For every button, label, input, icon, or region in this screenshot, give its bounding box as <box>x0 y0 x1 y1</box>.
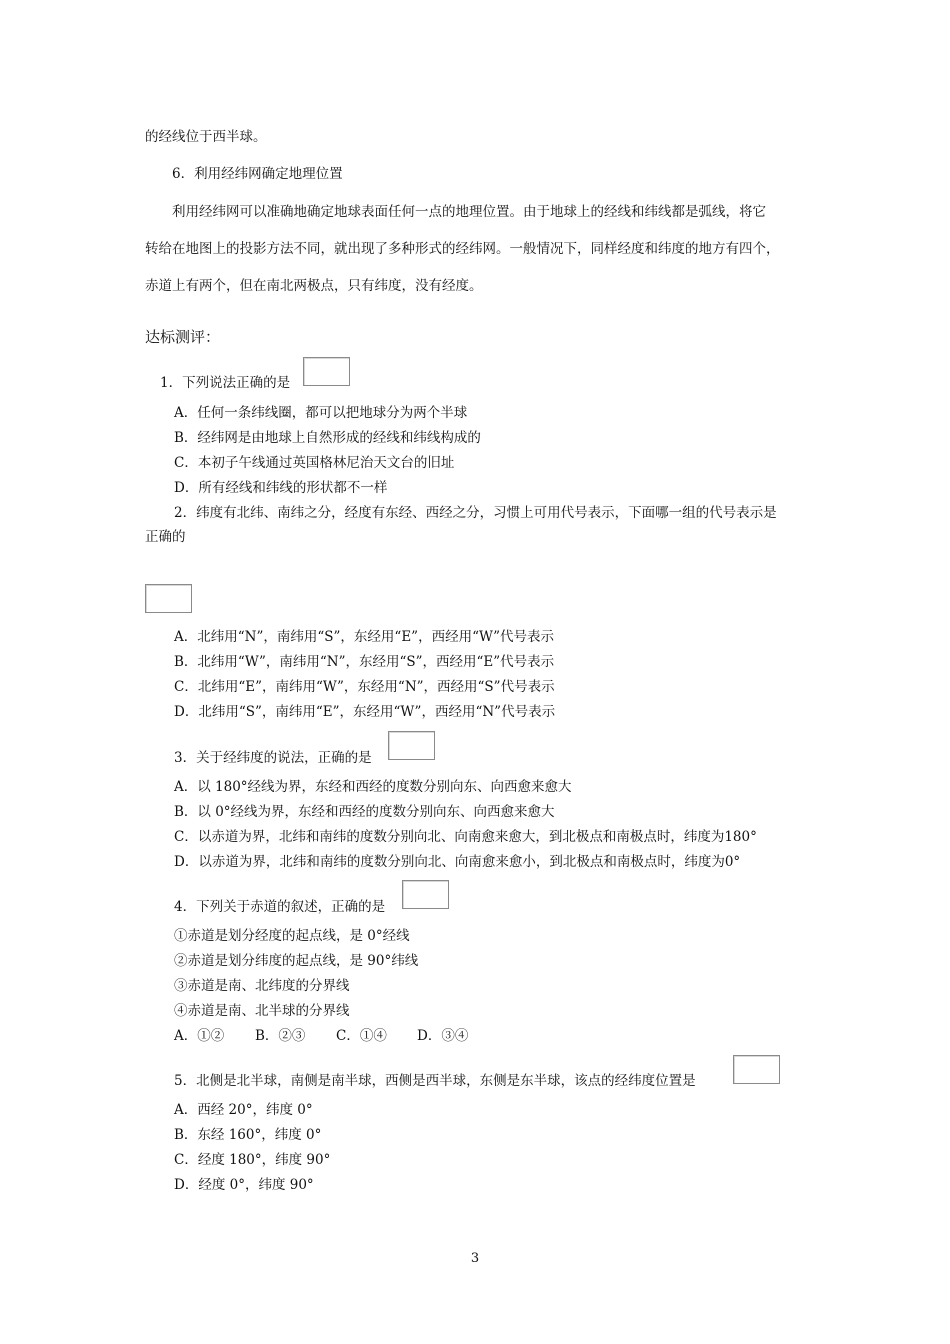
question-4-statement-3: ③赤道是南、北纬度的分界线 <box>174 978 350 994</box>
question-4-choice-b: B．②③ <box>255 1028 306 1044</box>
question-4-choice-c: C．①④ <box>336 1028 387 1044</box>
question-3-option-c: C．以赤道为界，北纬和南纬的度数分别向北、向南愈来愈大，到北极点和南极点时，纬度为180° <box>174 829 757 845</box>
question-5-option-a: A．西经 20°，纬度 0° <box>174 1102 313 1118</box>
question-2-stem: 2．纬度有北纬、南纬之分，经度有东经、西经之分，习惯上可用代号表示，下面哪一组的代号表示是 <box>174 505 777 521</box>
question-5-stem: 5．北侧是北半球，南侧是南半球，西侧是西半球，东侧是东半球，该点的经纬度位置是 <box>174 1073 696 1089</box>
page-number: 3 <box>470 1251 480 1266</box>
section-6-title: 6．利用经纬网确定地理位置 <box>172 166 343 182</box>
question-2-option-c: C．北纬用“E”，南纬用“W”，东经用“N”，西经用“S”代号表示 <box>174 679 555 695</box>
assessment-heading: 达标测评： <box>145 328 221 346</box>
question-2-option-d: D．北纬用“S”，南纬用“E”，东经用“W”，西经用“N”代号表示 <box>174 704 556 720</box>
question-2-option-b: B．北纬用“W”，南纬用“N”，东经用“S”，西经用“E”代号表示 <box>174 654 555 670</box>
question-4-choice-d: D．③④ <box>417 1028 469 1044</box>
question-1-option-b: B．经纬网是由地球上自然形成的经线和纬线构成的 <box>174 430 481 446</box>
question-5-answer-box[interactable] <box>733 1055 780 1084</box>
question-5-option-b: B．东经 160°，纬度 0° <box>174 1127 322 1143</box>
question-4-answer-box[interactable] <box>402 880 449 909</box>
question-2-stem-continued: 正确的 <box>145 529 186 545</box>
question-1-option-c: C．本初子午线通过英国格林尼治天文台的旧址 <box>174 455 455 471</box>
question-3-option-b: B．以 0°经线为界，东经和西经的度数分别向东、向西愈来愈大 <box>174 804 555 820</box>
question-4-stem: 4．下列关于赤道的叙述，正确的是 <box>174 899 386 915</box>
question-5-option-d: D．经度 0°，纬度 90° <box>174 1177 314 1193</box>
intro-paragraph-line-1: 利用经纬网可以准确地确定地球表面任何一点的地理位置。由于地球上的经线和纬线都是弧线，将它 <box>172 204 766 220</box>
question-1-option-a: A．任何一条纬线圈，都可以把地球分为两个半球 <box>174 405 468 421</box>
question-4-statement-4: ④赤道是南、北半球的分界线 <box>174 1003 350 1019</box>
intro-continued-text: 的经线位于西半球。 <box>145 129 267 145</box>
question-3-stem: 3．关于经纬度的说法，正确的是 <box>174 750 372 766</box>
question-1-option-d: D．所有经线和纬线的形状都不一样 <box>174 480 388 496</box>
question-4-statement-1: ①赤道是划分经度的起点线，是 0°经线 <box>174 928 410 944</box>
question-4-statement-2: ②赤道是划分纬度的起点线，是 90°纬线 <box>174 953 419 969</box>
question-3-answer-box[interactable] <box>388 731 435 760</box>
question-4-choice-a: A．①② <box>174 1028 225 1044</box>
question-2-option-a: A．北纬用“N”，南纬用“S”，东经用“E”，西经用“W”代号表示 <box>174 629 555 645</box>
question-3-option-d: D．以赤道为界，北纬和南纬的度数分别向北、向南愈来愈小，到北极点和南极点时，纬度为0° <box>174 854 741 870</box>
question-3-option-a: A．以 180°经线为界，东经和西经的度数分别向东、向西愈来愈大 <box>174 779 572 795</box>
question-2-answer-box[interactable] <box>145 584 192 613</box>
intro-paragraph-line-3: 赤道上有两个，但在南北两极点，只有纬度，没有经度。 <box>145 278 483 294</box>
question-1-answer-box[interactable] <box>303 357 350 386</box>
question-1-stem: 1．下列说法正确的是 <box>160 375 291 391</box>
intro-paragraph-line-2: 转给在地图上的投影方法不同，就出现了多种形式的经纬网。一般情况下，同样经度和纬度的地方有四个， <box>145 241 780 257</box>
question-5-option-c: C．经度 180°，纬度 90° <box>174 1152 331 1168</box>
